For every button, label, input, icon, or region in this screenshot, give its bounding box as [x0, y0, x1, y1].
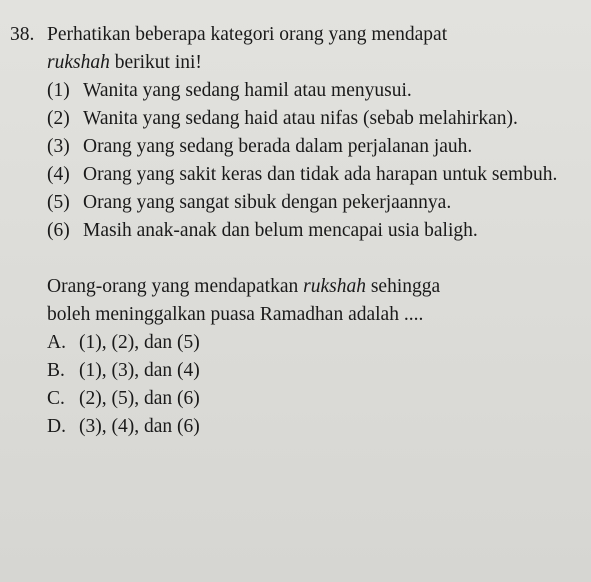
- category-list: [47, 77, 577, 245]
- option-letter: C.: [47, 388, 65, 409]
- list-item-number: (3): [47, 136, 70, 157]
- rukshah-term: rukshah: [47, 52, 110, 73]
- option-b[interactable]: [47, 357, 577, 385]
- option-c[interactable]: [47, 385, 577, 413]
- question-intro-rest: berikut ini!: [109, 52, 202, 73]
- option-text: (3), (4), dan (6): [79, 416, 200, 437]
- list-item: [47, 77, 577, 105]
- question-intro-line-2: [47, 49, 577, 77]
- rukshah-term: rukshah: [303, 276, 366, 297]
- option-letter: A.: [47, 332, 66, 353]
- option-letter: D.: [47, 416, 66, 437]
- list-item: [47, 189, 577, 217]
- option-a[interactable]: [47, 329, 577, 357]
- option-text: (2), (5), dan (6): [79, 388, 200, 409]
- question-stem-line-1: [47, 273, 577, 301]
- question-38: [10, 21, 580, 441]
- list-item-text: Wanita yang sedang haid atau nifas (sebab melahirkan).: [83, 108, 518, 129]
- question-stem-line-2: boleh meninggalkan puasa Ramadhan adalah ....: [47, 304, 424, 325]
- answer-options: [47, 329, 577, 441]
- question-number: 38.: [10, 24, 35, 45]
- list-item-number: (6): [47, 220, 70, 241]
- list-item-number: (4): [47, 164, 70, 185]
- list-item: [47, 217, 577, 245]
- list-item: [47, 161, 577, 189]
- stem-text-part-2: sehingga: [365, 276, 441, 297]
- question-intro-line-1: Perhatikan beberapa kategori orang yang mendapat: [47, 24, 448, 45]
- list-item-number: (2): [47, 108, 70, 129]
- list-item-text: Masih anak-anak dan belum mencapai usia baligh.: [83, 220, 478, 241]
- option-text: (1), (2), dan (5): [79, 332, 200, 353]
- list-item-text: Orang yang sakit keras dan tidak ada harapan untuk sembuh.: [83, 164, 558, 185]
- list-item-number: (1): [47, 80, 70, 101]
- list-item-text: Orang yang sedang berada dalam perjalanan jauh.: [83, 136, 473, 157]
- option-text: (1), (3), dan (4): [79, 360, 200, 381]
- list-item-text: Orang yang sangat sibuk dengan pekerjaannya.: [83, 192, 452, 213]
- list-item: [47, 105, 577, 133]
- option-letter: B.: [47, 360, 65, 381]
- list-item: [47, 133, 577, 161]
- list-item-text: Wanita yang sedang hamil atau menyusui.: [83, 80, 412, 101]
- question-stem: [47, 273, 577, 329]
- list-item-number: (5): [47, 192, 70, 213]
- question-body: [47, 21, 577, 441]
- option-d[interactable]: [47, 413, 577, 441]
- question-header: [10, 21, 580, 441]
- stem-text-part-1: Orang-orang yang mendapatkan: [47, 276, 304, 297]
